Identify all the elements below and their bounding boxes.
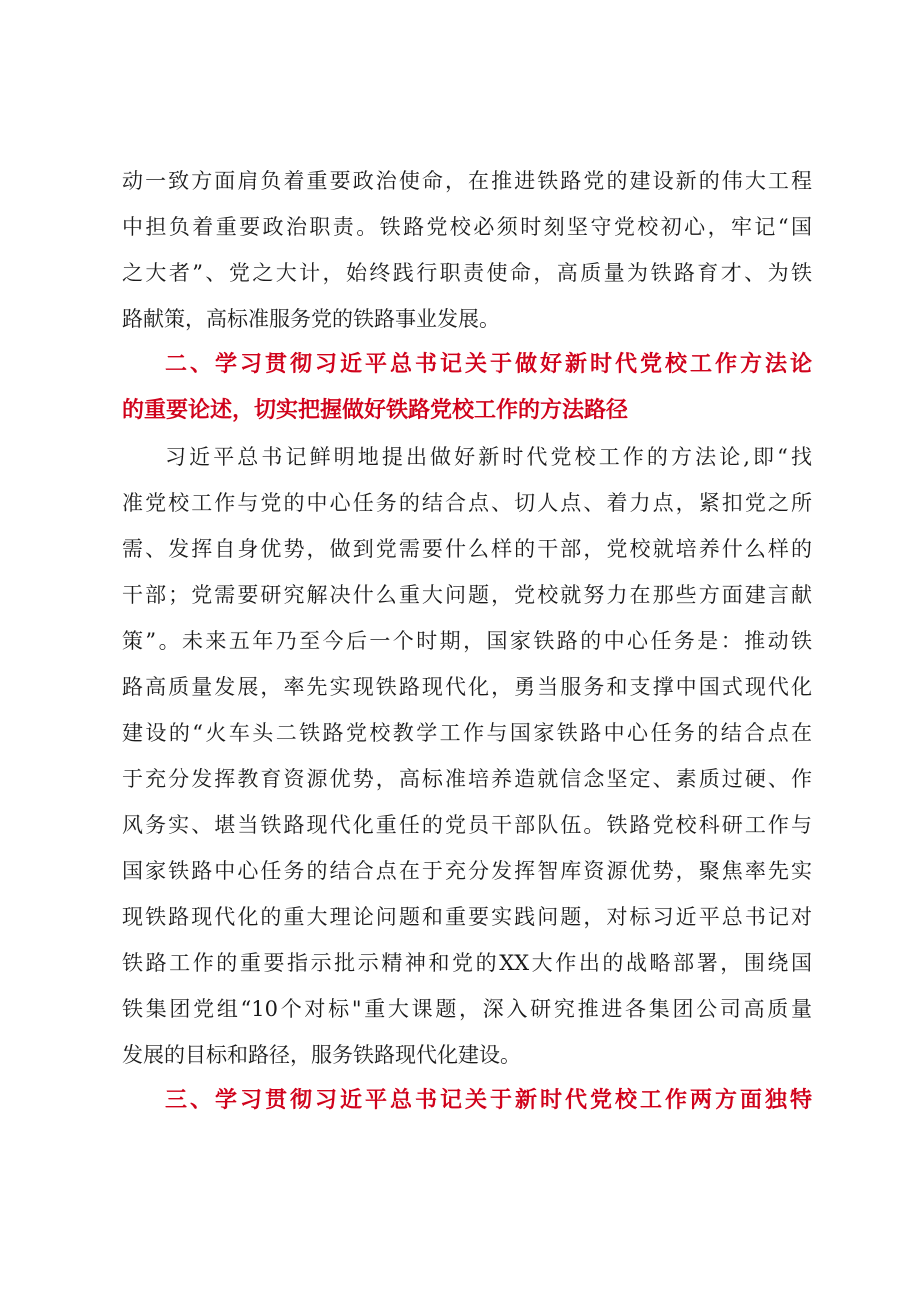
paragraph-line: 之大者”、党之大计，始终践行职责使命，高质量为铁路育才、为铁 <box>122 261 812 285</box>
paragraph-line: 于充分发挥教育资源优势，高标准培养造就信念坚定、素质过硬、作 <box>122 767 812 791</box>
paragraph-line: 中担负着重要政治职责。铁路党校必须时刻坚守党校初心，牢记“国 <box>122 215 812 239</box>
paragraph-line: 建设的“火车头二铁路党校教学工作与国家铁路中心任务的结合点在 <box>122 721 812 745</box>
section-heading-3: 三、学习贯彻习近平总书记关于新时代党校工作两方面独特 <box>165 1088 812 1113</box>
paragraph-line: 习近平总书记鲜明地提出做好新时代党校工作的方法论,即“找 <box>165 445 812 469</box>
paragraph-line: 发展的目标和路径，服务铁路现代化建设。 <box>122 1043 521 1067</box>
paragraph-line: 铁路工作的重要指示批示精神和党的XX大作出的战略部署，围绕国 <box>122 951 812 975</box>
paragraph-line: 准党校工作与党的中心任务的结合点、切人点、着力点，紧扣党之所 <box>122 491 812 515</box>
paragraph-line: 现铁路现代化的重大理论问题和重要实践问题，对标习近平总书记对 <box>122 905 812 929</box>
paragraph-line: 动一致方面肩负着重要政治使命，在推进铁路党的建设新的伟大工程 <box>122 169 812 193</box>
paragraph-line: 干部；党需要研究解决什么重大问题，党校就努力在那些方面建言献 <box>122 583 812 607</box>
paragraph-line: 需、发挥自身优势，做到党需要什么样的干部，党校就培养什么样的 <box>122 537 812 561</box>
section-heading-2-continued: 的重要论述，切实把握做好铁路党校工作的方法路径 <box>122 398 629 423</box>
paragraph-line: 策”。未来五年乃至今后一个时期，国家铁路的中心任务是：推动铁 <box>122 629 812 653</box>
paragraph-line: 路高质量发展，率先实现铁路现代化，勇当服务和支撑中国式现代化 <box>122 675 812 699</box>
paragraph-line: 风务实、堪当铁路现代化重任的党员干部队伍。铁路党校科研工作与 <box>122 813 812 837</box>
paragraph-line: 路献策，高标准服务党的铁路事业发展。 <box>122 307 500 331</box>
paragraph-line: 国家铁路中心任务的结合点在于充分发挥智库资源优势，聚焦率先实 <box>122 859 812 883</box>
paragraph-line: 铁集团党组“10个对标"重大课题，深入研究推进各集团公司高质量 <box>122 997 812 1021</box>
section-heading-2: 二、学习贯彻习近平总书记关于做好新时代党校工作方法论 <box>165 352 812 377</box>
